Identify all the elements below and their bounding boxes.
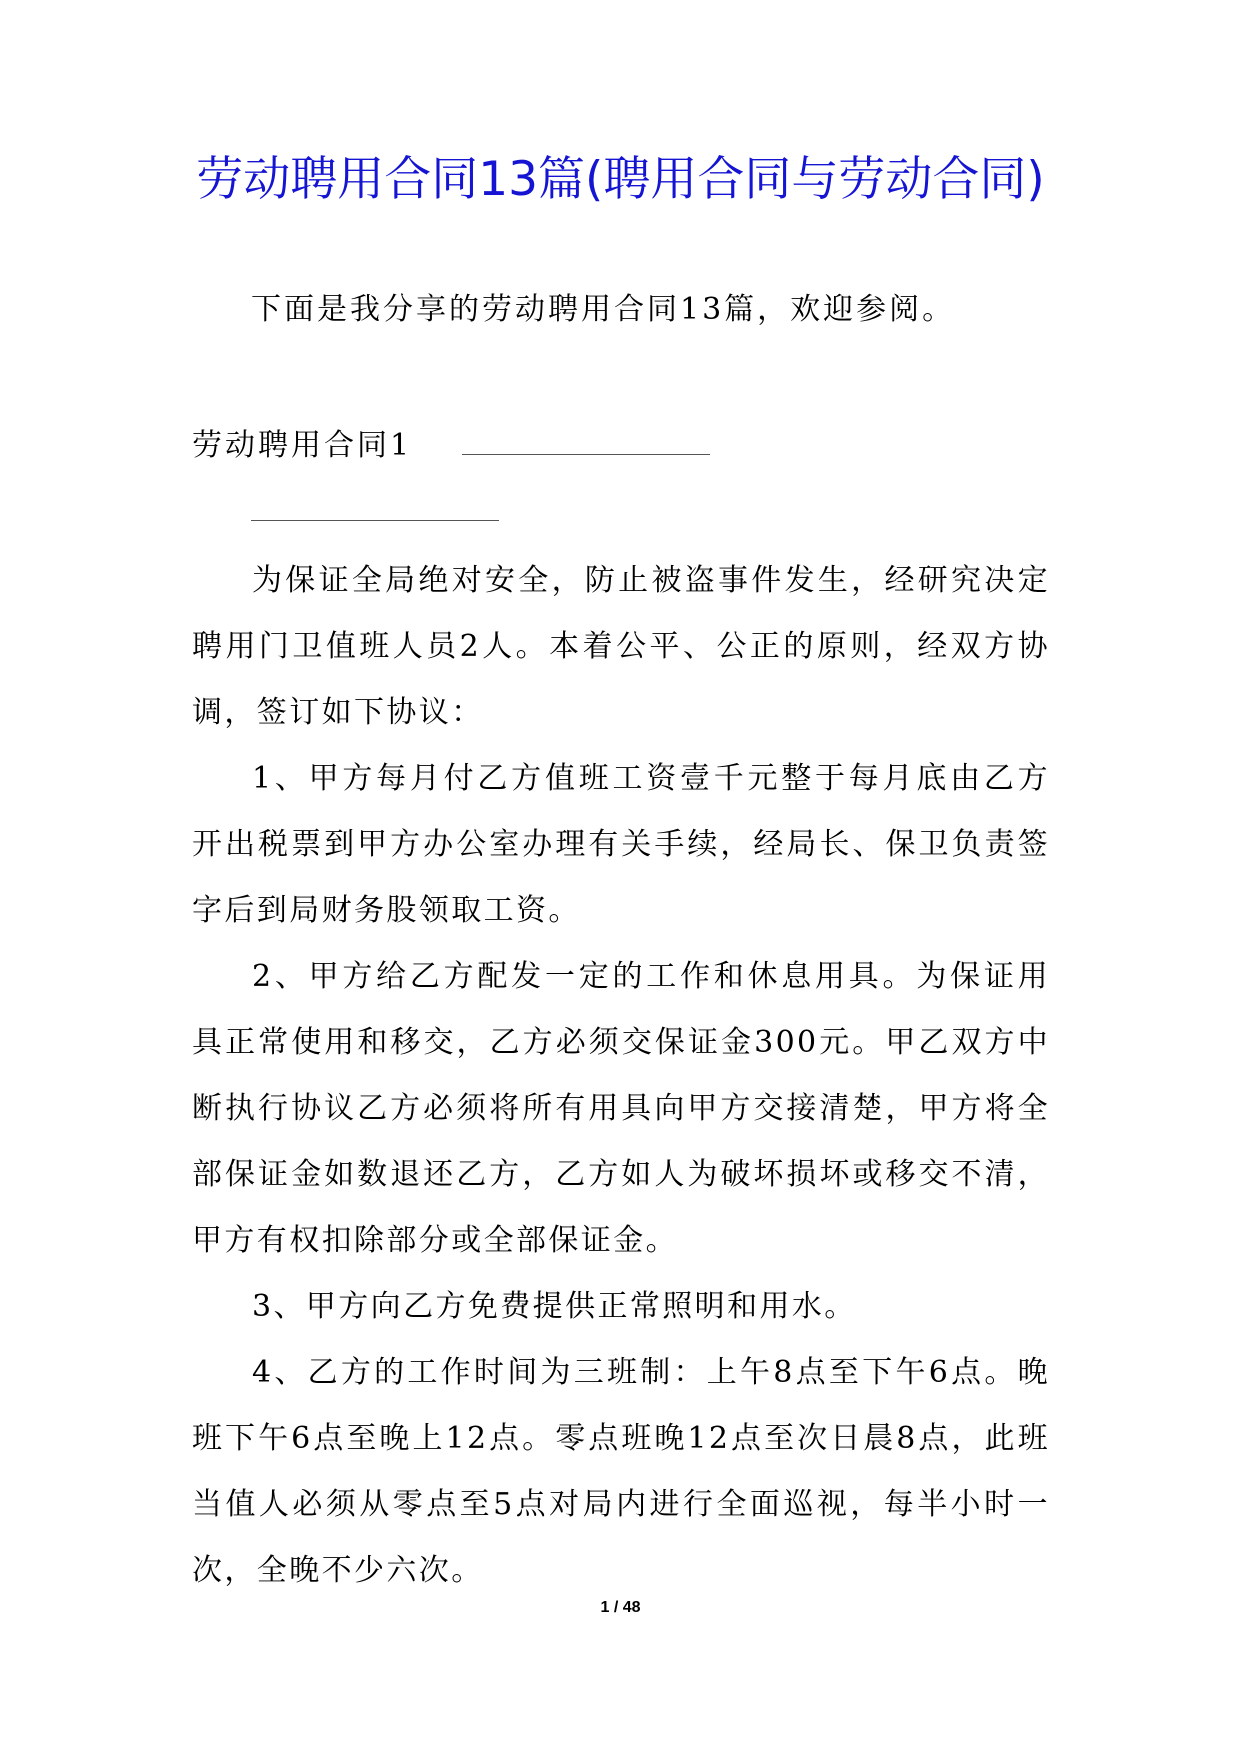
body-paragraph: 为保证全局绝对安全，防止被盗事件发生，经研究决定聘用门卫值班人员2人。本着公平、公正的原则，经双方协调，签订如下协议： <box>192 563 1050 730</box>
fill-in-blank-line <box>251 520 499 521</box>
body-paragraph: 2、甲方给乙方配发一定的工作和休息用具。为保证用具正常使用和移交，乙方必须交保证金300元。甲乙双方中断执行协议乙方必须将所有用具向甲方交接清楚，甲方将全部保证金如数退还乙方，乙方如人为破坏损坏或移交不清，甲方有权扣除部分或全部保证金。 <box>192 959 1050 1258</box>
body-paragraph: 1、甲方每月付乙方值班工资壹千元整于每月底由乙方开出税票到甲方办公室办理有关手续，经局长、保卫负责签字后到局财务股领取工资。 <box>192 761 1050 928</box>
contract-body <box>192 548 1050 1604</box>
document-title: 劳动聘用合同13篇(聘用合同与劳动合同) <box>196 152 1045 207</box>
fill-in-blank-line <box>462 454 710 455</box>
intro-paragraph: 下面是我分享的劳动聘用合同13篇，欢迎参阅。 <box>251 292 956 327</box>
body-paragraph: 4、乙方的工作时间为三班制：上午8点至下午6点。晚班下午6点至晚上12点。零点班晚12点至次日晨8点，此班当值人必须从零点至5点对局内进行全面巡视，每半小时一次，全晚不少六次。 <box>192 1355 1050 1588</box>
page-number: 1 / 48 <box>600 1599 641 1616</box>
body-paragraph: 3、甲方向乙方免费提供正常照明和用水。 <box>252 1289 857 1324</box>
section-label: 劳动聘用合同1 <box>192 428 413 463</box>
